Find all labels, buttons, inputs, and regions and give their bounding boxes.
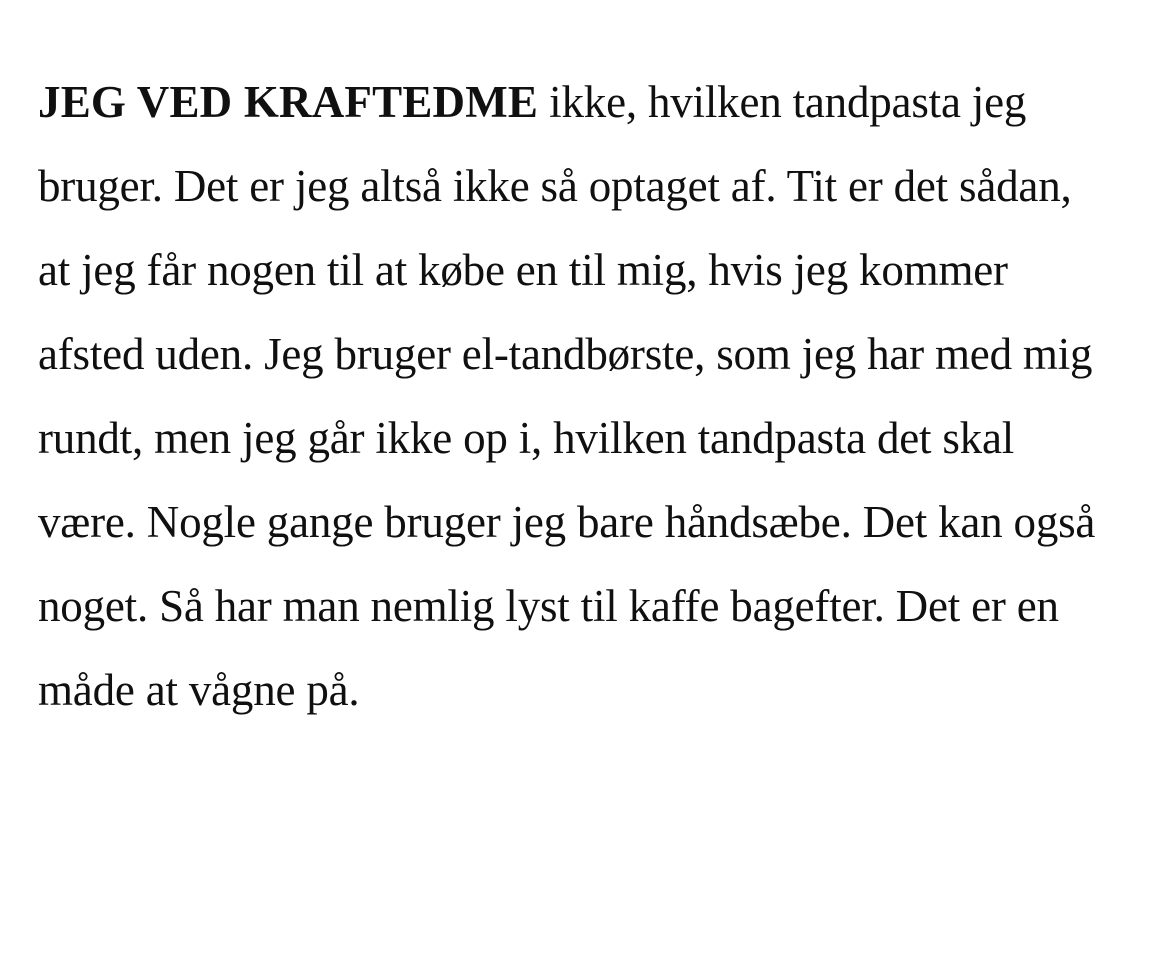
- article-paragraph: [38, 60, 1108, 732]
- paragraph-text: ikke, hvilken tandpasta jeg bruger. Det er jeg altså ikke så optaget af. Tit er det sådan, at jeg får nogen til at købe en til mig, hvis jeg kommer afsted uden. Jeg bruger el-tandbørste, som jeg har med mig rundt, men jeg går ikke op i, hvilken tandpasta det skal være. Nogle gange bruger jeg bare håndsæbe. Det kan også noget. Så har man nemlig lyst til kaffe bagefter. Det er en måde at vågne på.: [38, 77, 1096, 715]
- paragraph-lede: JEG VED KRAFTEDME: [38, 77, 539, 127]
- article-body: [38, 60, 1108, 732]
